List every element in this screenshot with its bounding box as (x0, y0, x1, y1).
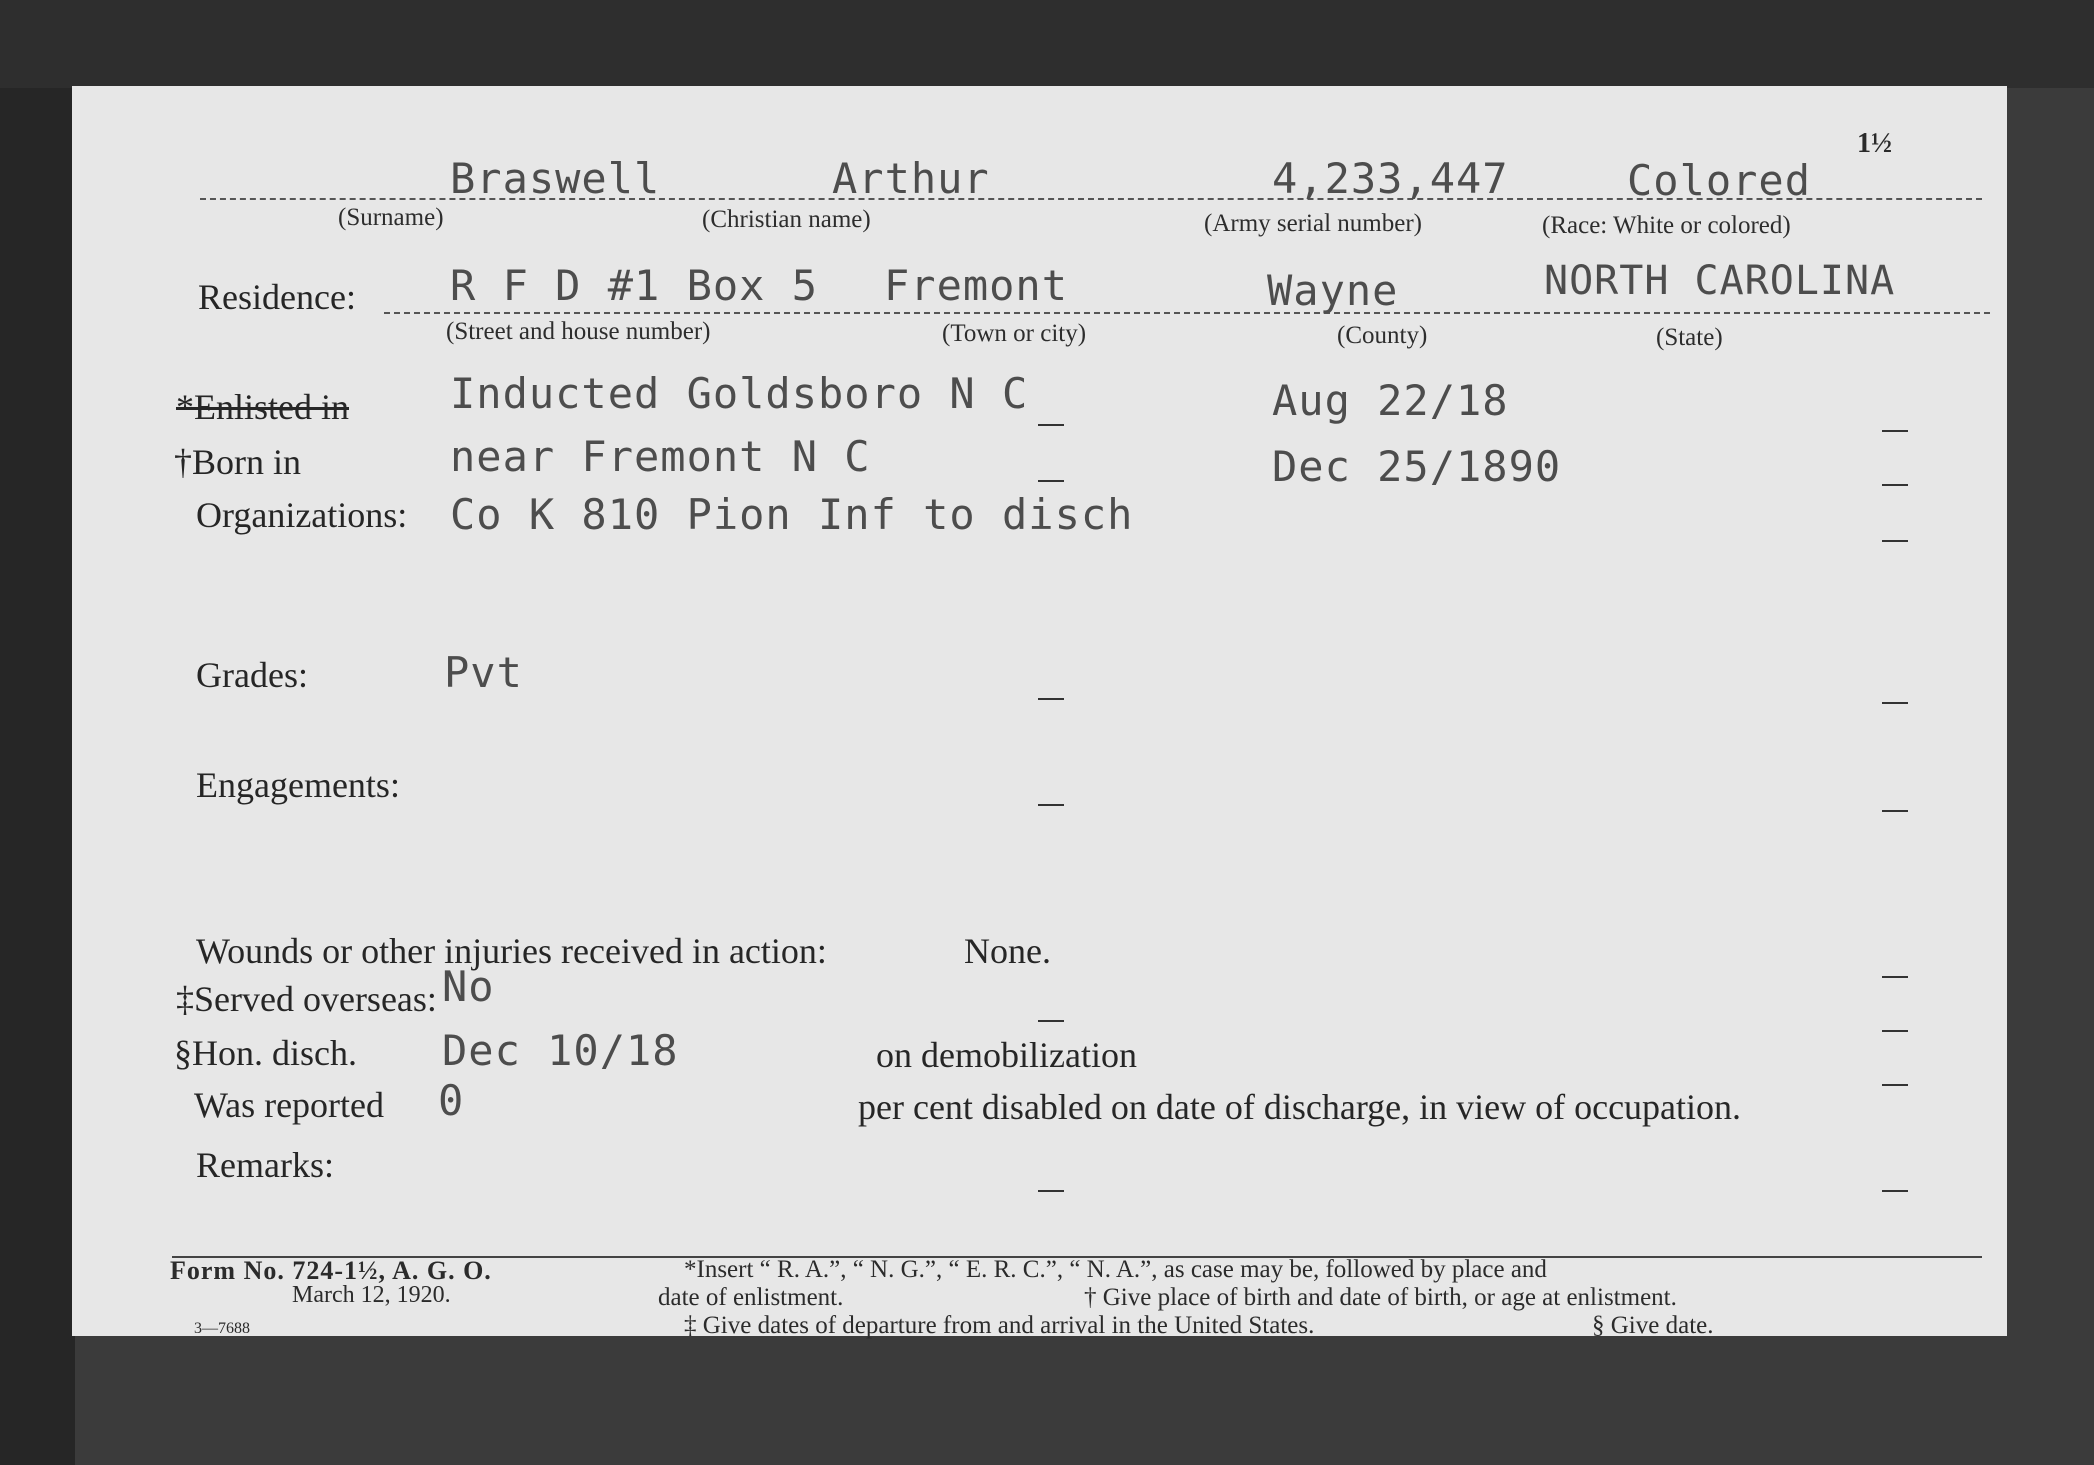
hon-disch-label: §Hon. disch. (174, 1033, 357, 1073)
surname-caption: (Surname) (338, 204, 444, 231)
wounds-label: Wounds or other injuries received in action: (196, 931, 827, 971)
tick-mark (1038, 480, 1064, 482)
tick-mark (1882, 430, 1908, 432)
corner-mark: 1½ (1857, 128, 1892, 159)
tick-mark (1882, 1190, 1908, 1192)
tick-mark (1882, 976, 1908, 978)
tick-mark (1882, 540, 1908, 542)
town-value: Fremont (884, 261, 1069, 310)
reported-value: 0 (438, 1076, 465, 1125)
christian-name-caption: (Christian name) (702, 206, 871, 233)
tick-mark (1038, 804, 1064, 806)
background-left (0, 0, 75, 1465)
tick-mark (1882, 810, 1908, 812)
footnote-enlistment-date: date of enlistment. (658, 1284, 844, 1311)
overseas-value: No (442, 962, 495, 1011)
born-label: †Born in (174, 442, 302, 482)
born-place: near Fremont N C (450, 432, 871, 481)
tick-mark (1038, 1190, 1064, 1192)
state-caption: (State) (1656, 324, 1723, 351)
residence-line (384, 312, 1990, 314)
wounds-value: None. (964, 931, 1051, 971)
tick-mark (1882, 484, 1908, 486)
county-caption: (County) (1337, 322, 1428, 349)
grades-label: Grades: (196, 655, 308, 695)
footnote-overseas: ‡ Give dates of departure from and arrival in the United States. (684, 1312, 1315, 1339)
background-top (0, 0, 2094, 88)
enlisted-place: Inducted Goldsboro N C (450, 369, 1029, 418)
organizations-label: Organizations: (196, 495, 408, 535)
tick-mark (1882, 1030, 1908, 1032)
hon-disch-date: Dec 10/18 (442, 1026, 679, 1075)
tick-mark (1038, 698, 1064, 700)
tick-mark (1038, 1020, 1064, 1022)
street-value: R F D #1 Box 5 (450, 261, 819, 310)
reported-label: Was reported (194, 1085, 385, 1125)
enlisted-date: Aug 22/18 (1272, 376, 1509, 425)
engagements-label: Engagements: (196, 765, 400, 805)
form-number: Form No. 724-1½, A. G. O. (170, 1256, 492, 1285)
state-value: NORTH CAROLINA (1544, 258, 1896, 304)
footnote-birth: † Give place of birth and date of birth, or age at enlistment. (1084, 1284, 1677, 1311)
service-record-card (72, 86, 2007, 1339)
reported-suffix: per cent disabled on date of discharge, in view of occupation. (858, 1087, 1742, 1127)
race-value: Colored (1627, 156, 1812, 205)
race-caption: (Race: White or colored) (1542, 212, 1791, 239)
born-date: Dec 25/1890 (1272, 442, 1562, 491)
tick-mark (1882, 1084, 1908, 1086)
print-code: 3—7688 (194, 1320, 250, 1337)
footnote-date: § Give date. (1592, 1312, 1714, 1339)
form-date: March 12, 1920. (292, 1282, 451, 1308)
tick-mark (1882, 702, 1908, 704)
county-value: Wayne (1267, 266, 1399, 315)
christian-name-value: Arthur (832, 154, 990, 203)
residence-label: Residence: (198, 277, 356, 317)
footnote-insert: *Insert “ R. A.”, “ N. G.”, “ E. R. C.”, “ N. A.”, as case may be, followed by place and (684, 1256, 1547, 1283)
remarks-label: Remarks: (196, 1145, 334, 1185)
tick-mark (1038, 424, 1064, 426)
overseas-label: ‡Served overseas: (176, 979, 437, 1019)
town-caption: (Town or city) (942, 320, 1087, 347)
street-caption: (Street and house number) (446, 318, 711, 345)
surname-value: Braswell (450, 154, 661, 203)
enlisted-label: *Enlisted in (176, 387, 349, 427)
hon-disch-note: on demobilization (876, 1035, 1137, 1075)
serial-number-caption: (Army serial number) (1204, 210, 1422, 237)
grades-value: Pvt (444, 648, 523, 697)
serial-number-value: 4,233,447 (1272, 154, 1509, 203)
organizations-value: Co K 810 Pion Inf to disch (450, 490, 1134, 539)
